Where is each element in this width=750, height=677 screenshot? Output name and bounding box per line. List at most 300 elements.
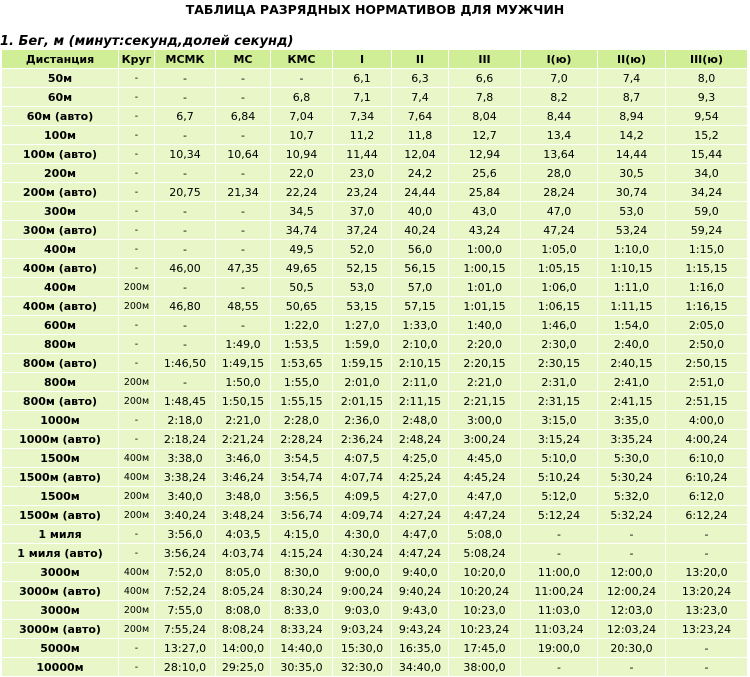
cell-kms: 49,65 bbox=[271, 259, 333, 278]
cell-junior-1: 13,4 bbox=[521, 126, 598, 145]
cell-junior-2: - bbox=[598, 525, 666, 544]
cell-lap: 200м bbox=[119, 487, 155, 506]
cell-kms: 10,7 bbox=[271, 126, 333, 145]
cell-lap: - bbox=[119, 354, 155, 373]
cell-junior-3: 2:51,0 bbox=[666, 373, 748, 392]
cell-rank-3: 17:45,0 bbox=[449, 639, 521, 658]
cell-junior-1: - bbox=[521, 544, 598, 563]
cell-junior-3: 4:00,0 bbox=[666, 411, 748, 430]
cell-lap: - bbox=[119, 126, 155, 145]
cell-lap: 200м bbox=[119, 601, 155, 620]
cell-msmk: - bbox=[155, 316, 216, 335]
table-row bbox=[2, 335, 748, 354]
cell-distance: 1000м bbox=[2, 411, 119, 430]
column-header-junior-3: III(ю) bbox=[666, 50, 748, 69]
cell-junior-2: - bbox=[598, 544, 666, 563]
cell-rank-3: 4:47,0 bbox=[449, 487, 521, 506]
cell-junior-2: 53,24 bbox=[598, 221, 666, 240]
cell-rank-2: 40,0 bbox=[392, 202, 449, 221]
column-header-junior-1: I(ю) bbox=[521, 50, 598, 69]
cell-rank-1: 7,1 bbox=[333, 88, 392, 107]
cell-junior-3: - bbox=[666, 544, 748, 563]
cell-msmk: - bbox=[155, 240, 216, 259]
cell-junior-1: 1:06,15 bbox=[521, 297, 598, 316]
cell-kms: 8:30,24 bbox=[271, 582, 333, 601]
cell-rank-1: 4:09,5 bbox=[333, 487, 392, 506]
cell-kms: 50,5 bbox=[271, 278, 333, 297]
cell-junior-2: 3:35,24 bbox=[598, 430, 666, 449]
cell-kms: 2:28,0 bbox=[271, 411, 333, 430]
cell-lap: 200м bbox=[119, 620, 155, 639]
table-row bbox=[2, 316, 748, 335]
cell-rank-3: 2:21,0 bbox=[449, 373, 521, 392]
table-row bbox=[2, 582, 748, 601]
cell-junior-2: 2:40,0 bbox=[598, 335, 666, 354]
cell-rank-2: 7,64 bbox=[392, 107, 449, 126]
cell-ms: 14:00,0 bbox=[216, 639, 271, 658]
cell-junior-1: 28,24 bbox=[521, 183, 598, 202]
cell-junior-3: 1:16,0 bbox=[666, 278, 748, 297]
cell-rank-3: 1:01,15 bbox=[449, 297, 521, 316]
cell-junior-3: - bbox=[666, 639, 748, 658]
cell-ms: 4:03,5 bbox=[216, 525, 271, 544]
cell-lap: - bbox=[119, 202, 155, 221]
cell-kms: 1:55,15 bbox=[271, 392, 333, 411]
cell-junior-3: 6:10,24 bbox=[666, 468, 748, 487]
cell-lap: 200м bbox=[119, 392, 155, 411]
cell-rank-2: 4:27,0 bbox=[392, 487, 449, 506]
cell-junior-2: 3:35,0 bbox=[598, 411, 666, 430]
cell-msmk: 2:18,0 bbox=[155, 411, 216, 430]
cell-rank-1: 11,2 bbox=[333, 126, 392, 145]
cell-junior-2: 1:10,15 bbox=[598, 259, 666, 278]
cell-junior-1: 8,2 bbox=[521, 88, 598, 107]
cell-kms: 8:33,0 bbox=[271, 601, 333, 620]
header-row bbox=[2, 50, 748, 69]
cell-rank-1: 4:07,5 bbox=[333, 449, 392, 468]
cell-rank-1: 4:30,24 bbox=[333, 544, 392, 563]
cell-distance: 60м (авто) bbox=[2, 107, 119, 126]
cell-msmk: 3:56,0 bbox=[155, 525, 216, 544]
cell-rank-3: 8,04 bbox=[449, 107, 521, 126]
cell-junior-1: 5:10,24 bbox=[521, 468, 598, 487]
table-row bbox=[2, 107, 748, 126]
cell-ms: - bbox=[216, 69, 271, 88]
cell-kms: 3:56,5 bbox=[271, 487, 333, 506]
cell-junior-2: 20:30,0 bbox=[598, 639, 666, 658]
cell-kms: 22,0 bbox=[271, 164, 333, 183]
cell-kms: 2:28,24 bbox=[271, 430, 333, 449]
standards-table bbox=[1, 49, 748, 677]
cell-rank-3: 2:20,15 bbox=[449, 354, 521, 373]
cell-rank-1: 2:36,0 bbox=[333, 411, 392, 430]
cell-junior-2: 12:00,0 bbox=[598, 563, 666, 582]
cell-lap: - bbox=[119, 544, 155, 563]
cell-lap: 400м bbox=[119, 563, 155, 582]
cell-rank-1: 9:03,0 bbox=[333, 601, 392, 620]
cell-rank-1: 6,1 bbox=[333, 69, 392, 88]
cell-msmk: - bbox=[155, 278, 216, 297]
cell-lap: - bbox=[119, 639, 155, 658]
cell-msmk: 13:27,0 bbox=[155, 639, 216, 658]
cell-lap: 400м bbox=[119, 582, 155, 601]
cell-lap: 400м bbox=[119, 449, 155, 468]
cell-junior-2: 5:30,24 bbox=[598, 468, 666, 487]
cell-junior-3: 15,44 bbox=[666, 145, 748, 164]
cell-junior-1: - bbox=[521, 658, 598, 677]
cell-ms: - bbox=[216, 88, 271, 107]
cell-junior-1: 11:03,24 bbox=[521, 620, 598, 639]
cell-rank-3: 10:20,24 bbox=[449, 582, 521, 601]
cell-rank-1: 52,0 bbox=[333, 240, 392, 259]
cell-ms: 48,55 bbox=[216, 297, 271, 316]
cell-kms: 4:15,0 bbox=[271, 525, 333, 544]
cell-distance: 5000м bbox=[2, 639, 119, 658]
cell-rank-2: 9:43,0 bbox=[392, 601, 449, 620]
cell-rank-1: 2:01,15 bbox=[333, 392, 392, 411]
cell-kms: 34,74 bbox=[271, 221, 333, 240]
cell-junior-2: 1:11,15 bbox=[598, 297, 666, 316]
cell-distance: 300м bbox=[2, 202, 119, 221]
table-body bbox=[2, 69, 748, 677]
cell-rank-1: 9:00,0 bbox=[333, 563, 392, 582]
cell-rank-2: 1:33,0 bbox=[392, 316, 449, 335]
cell-msmk: 7:55,24 bbox=[155, 620, 216, 639]
cell-kms: 30:35,0 bbox=[271, 658, 333, 677]
table-row bbox=[2, 183, 748, 202]
cell-msmk: 20,75 bbox=[155, 183, 216, 202]
cell-kms: 1:53,5 bbox=[271, 335, 333, 354]
cell-junior-3: 1:15,15 bbox=[666, 259, 748, 278]
cell-distance: 1000м (авто) bbox=[2, 430, 119, 449]
cell-msmk: 3:56,24 bbox=[155, 544, 216, 563]
cell-junior-1: 2:31,0 bbox=[521, 373, 598, 392]
cell-rank-1: 7,34 bbox=[333, 107, 392, 126]
cell-junior-3: 2:50,15 bbox=[666, 354, 748, 373]
cell-lap: 200м bbox=[119, 373, 155, 392]
cell-lap: - bbox=[119, 430, 155, 449]
cell-msmk: 3:40,24 bbox=[155, 506, 216, 525]
cell-ms: 47,35 bbox=[216, 259, 271, 278]
table-row bbox=[2, 69, 748, 88]
cell-junior-2: 12:03,24 bbox=[598, 620, 666, 639]
cell-rank-2: 2:10,0 bbox=[392, 335, 449, 354]
cell-junior-1: 7,0 bbox=[521, 69, 598, 88]
cell-junior-2: 7,4 bbox=[598, 69, 666, 88]
table-row bbox=[2, 411, 748, 430]
cell-ms: - bbox=[216, 278, 271, 297]
cell-rank-3: 2:21,15 bbox=[449, 392, 521, 411]
cell-kms: 10,94 bbox=[271, 145, 333, 164]
cell-kms: 4:15,24 bbox=[271, 544, 333, 563]
table-row bbox=[2, 373, 748, 392]
cell-ms: 8:05,24 bbox=[216, 582, 271, 601]
table-row bbox=[2, 145, 748, 164]
cell-distance: 800м (авто) bbox=[2, 354, 119, 373]
cell-junior-1: 2:30,0 bbox=[521, 335, 598, 354]
column-header-distance: Дистанция bbox=[2, 50, 119, 69]
cell-distance: 300м (авто) bbox=[2, 221, 119, 240]
cell-rank-1: 1:59,0 bbox=[333, 335, 392, 354]
cell-junior-1: 47,24 bbox=[521, 221, 598, 240]
column-header-rank-2: II bbox=[392, 50, 449, 69]
cell-msmk: 7:52,0 bbox=[155, 563, 216, 582]
cell-distance: 3000м bbox=[2, 601, 119, 620]
cell-rank-2: 4:47,0 bbox=[392, 525, 449, 544]
cell-kms: 1:53,65 bbox=[271, 354, 333, 373]
column-header-rank-3: III bbox=[449, 50, 521, 69]
table-row bbox=[2, 601, 748, 620]
cell-junior-3: 9,54 bbox=[666, 107, 748, 126]
cell-rank-2: 12,04 bbox=[392, 145, 449, 164]
cell-lap: - bbox=[119, 145, 155, 164]
cell-msmk: - bbox=[155, 335, 216, 354]
table-row bbox=[2, 563, 748, 582]
cell-lap: 200м bbox=[119, 506, 155, 525]
cell-rank-3: 4:47,24 bbox=[449, 506, 521, 525]
cell-rank-3: 5:08,0 bbox=[449, 525, 521, 544]
cell-junior-2: 5:30,0 bbox=[598, 449, 666, 468]
cell-lap: - bbox=[119, 335, 155, 354]
cell-ms: - bbox=[216, 240, 271, 259]
cell-junior-1: 2:30,15 bbox=[521, 354, 598, 373]
cell-kms: 34,5 bbox=[271, 202, 333, 221]
cell-junior-2: - bbox=[598, 658, 666, 677]
cell-distance: 100м (авто) bbox=[2, 145, 119, 164]
cell-rank-2: 24,2 bbox=[392, 164, 449, 183]
cell-junior-2: 5:32,0 bbox=[598, 487, 666, 506]
cell-ms: 1:50,0 bbox=[216, 373, 271, 392]
cell-junior-1: - bbox=[521, 525, 598, 544]
column-header-msmk: МСМК bbox=[155, 50, 216, 69]
cell-rank-1: 4:07,74 bbox=[333, 468, 392, 487]
cell-lap: 200м bbox=[119, 297, 155, 316]
cell-rank-1: 11,44 bbox=[333, 145, 392, 164]
cell-kms: - bbox=[271, 69, 333, 88]
cell-junior-3: 13:23,24 bbox=[666, 620, 748, 639]
cell-ms: 1:50,15 bbox=[216, 392, 271, 411]
cell-junior-2: 53,0 bbox=[598, 202, 666, 221]
cell-distance: 100м bbox=[2, 126, 119, 145]
table-row bbox=[2, 544, 748, 563]
cell-rank-1: 37,24 bbox=[333, 221, 392, 240]
cell-lap: - bbox=[119, 164, 155, 183]
cell-junior-2: 2:41,15 bbox=[598, 392, 666, 411]
cell-distance: 800м bbox=[2, 373, 119, 392]
cell-msmk: - bbox=[155, 69, 216, 88]
cell-ms: 1:49,15 bbox=[216, 354, 271, 373]
cell-rank-1: 9:03,24 bbox=[333, 620, 392, 639]
cell-distance: 3000м (авто) bbox=[2, 582, 119, 601]
column-header-kms: КМС bbox=[271, 50, 333, 69]
cell-kms: 14:40,0 bbox=[271, 639, 333, 658]
cell-ms: 29:25,0 bbox=[216, 658, 271, 677]
cell-rank-1: 53,15 bbox=[333, 297, 392, 316]
table-row bbox=[2, 297, 748, 316]
cell-junior-2: 2:40,15 bbox=[598, 354, 666, 373]
cell-rank-3: 4:45,24 bbox=[449, 468, 521, 487]
cell-msmk: 7:55,0 bbox=[155, 601, 216, 620]
cell-msmk: - bbox=[155, 126, 216, 145]
cell-junior-1: 47,0 bbox=[521, 202, 598, 221]
cell-junior-2: 2:41,0 bbox=[598, 373, 666, 392]
cell-ms: 2:21,0 bbox=[216, 411, 271, 430]
cell-lap: - bbox=[119, 411, 155, 430]
cell-rank-1: 9:00,24 bbox=[333, 582, 392, 601]
cell-rank-3: 10:20,0 bbox=[449, 563, 521, 582]
cell-rank-3: 1:00,0 bbox=[449, 240, 521, 259]
cell-junior-2: 1:10,0 bbox=[598, 240, 666, 259]
cell-rank-3: 1:40,0 bbox=[449, 316, 521, 335]
cell-msmk: - bbox=[155, 373, 216, 392]
cell-lap: 200м bbox=[119, 278, 155, 297]
cell-rank-3: 3:00,24 bbox=[449, 430, 521, 449]
cell-junior-1: 5:12,0 bbox=[521, 487, 598, 506]
cell-junior-3: - bbox=[666, 525, 748, 544]
cell-distance: 400м (авто) bbox=[2, 259, 119, 278]
cell-rank-1: 37,0 bbox=[333, 202, 392, 221]
cell-rank-3: 2:20,0 bbox=[449, 335, 521, 354]
cell-msmk: - bbox=[155, 88, 216, 107]
table-row bbox=[2, 278, 748, 297]
cell-rank-2: 56,0 bbox=[392, 240, 449, 259]
cell-junior-3: 4:00,24 bbox=[666, 430, 748, 449]
table-row bbox=[2, 658, 748, 677]
cell-lap: - bbox=[119, 259, 155, 278]
cell-rank-2: 4:25,0 bbox=[392, 449, 449, 468]
cell-junior-3: 6:10,0 bbox=[666, 449, 748, 468]
cell-junior-3: 2:50,0 bbox=[666, 335, 748, 354]
cell-junior-1: 8,44 bbox=[521, 107, 598, 126]
column-header-rank-1: I bbox=[333, 50, 392, 69]
cell-distance: 50м bbox=[2, 69, 119, 88]
cell-rank-3: 12,94 bbox=[449, 145, 521, 164]
cell-rank-2: 2:10,15 bbox=[392, 354, 449, 373]
cell-distance: 400м bbox=[2, 278, 119, 297]
cell-junior-1: 11:03,0 bbox=[521, 601, 598, 620]
cell-junior-3: 1:16,15 bbox=[666, 297, 748, 316]
cell-junior-3: 15,2 bbox=[666, 126, 748, 145]
cell-kms: 3:54,74 bbox=[271, 468, 333, 487]
cell-ms: 2:21,24 bbox=[216, 430, 271, 449]
cell-junior-1: 1:05,0 bbox=[521, 240, 598, 259]
cell-ms: 21,34 bbox=[216, 183, 271, 202]
table-row bbox=[2, 525, 748, 544]
cell-ms: 8:05,0 bbox=[216, 563, 271, 582]
cell-msmk: - bbox=[155, 221, 216, 240]
cell-rank-2: 57,15 bbox=[392, 297, 449, 316]
cell-distance: 600м bbox=[2, 316, 119, 335]
column-header-ms: МС bbox=[216, 50, 271, 69]
cell-rank-2: 24,44 bbox=[392, 183, 449, 202]
cell-kms: 6,8 bbox=[271, 88, 333, 107]
cell-distance: 200м (авто) bbox=[2, 183, 119, 202]
cell-rank-3: 43,24 bbox=[449, 221, 521, 240]
cell-distance: 1500м (авто) bbox=[2, 506, 119, 525]
cell-rank-2: 2:48,0 bbox=[392, 411, 449, 430]
table-row bbox=[2, 221, 748, 240]
cell-ms: 3:46,0 bbox=[216, 449, 271, 468]
cell-junior-1: 5:12,24 bbox=[521, 506, 598, 525]
cell-distance: 1 миля (авто) bbox=[2, 544, 119, 563]
table-row bbox=[2, 354, 748, 373]
cell-junior-3: - bbox=[666, 658, 748, 677]
cell-junior-1: 1:06,0 bbox=[521, 278, 598, 297]
cell-junior-2: 14,2 bbox=[598, 126, 666, 145]
cell-junior-3: 59,0 bbox=[666, 202, 748, 221]
cell-junior-2: 14,44 bbox=[598, 145, 666, 164]
cell-junior-2: 8,94 bbox=[598, 107, 666, 126]
cell-rank-3: 43,0 bbox=[449, 202, 521, 221]
cell-rank-1: 23,24 bbox=[333, 183, 392, 202]
cell-ms: 8:08,0 bbox=[216, 601, 271, 620]
cell-junior-3: 34,24 bbox=[666, 183, 748, 202]
cell-junior-2: 1:54,0 bbox=[598, 316, 666, 335]
table-row bbox=[2, 639, 748, 658]
cell-msmk: 6,7 bbox=[155, 107, 216, 126]
cell-distance: 1 миля bbox=[2, 525, 119, 544]
cell-ms: 3:48,24 bbox=[216, 506, 271, 525]
cell-lap: - bbox=[119, 88, 155, 107]
cell-rank-2: 4:47,24 bbox=[392, 544, 449, 563]
cell-rank-3: 1:01,0 bbox=[449, 278, 521, 297]
cell-junior-2: 5:32,24 bbox=[598, 506, 666, 525]
cell-kms: 1:22,0 bbox=[271, 316, 333, 335]
cell-distance: 60м bbox=[2, 88, 119, 107]
cell-junior-3: 13:20,24 bbox=[666, 582, 748, 601]
cell-ms: 6,84 bbox=[216, 107, 271, 126]
cell-rank-2: 9:40,24 bbox=[392, 582, 449, 601]
cell-distance: 1500м bbox=[2, 449, 119, 468]
cell-msmk: 3:40,0 bbox=[155, 487, 216, 506]
cell-rank-3: 10:23,0 bbox=[449, 601, 521, 620]
cell-distance: 1500м bbox=[2, 487, 119, 506]
cell-kms: 50,65 bbox=[271, 297, 333, 316]
cell-junior-3: 6:12,0 bbox=[666, 487, 748, 506]
cell-junior-1: 13,64 bbox=[521, 145, 598, 164]
cell-junior-2: 8,7 bbox=[598, 88, 666, 107]
cell-junior-1: 11:00,24 bbox=[521, 582, 598, 601]
cell-rank-1: 53,0 bbox=[333, 278, 392, 297]
cell-rank-3: 4:45,0 bbox=[449, 449, 521, 468]
cell-kms: 1:55,0 bbox=[271, 373, 333, 392]
table-row bbox=[2, 620, 748, 639]
cell-lap: - bbox=[119, 69, 155, 88]
cell-junior-2: 30,5 bbox=[598, 164, 666, 183]
cell-junior-2: 12:00,24 bbox=[598, 582, 666, 601]
cell-msmk: 7:52,24 bbox=[155, 582, 216, 601]
cell-kms: 8:33,24 bbox=[271, 620, 333, 639]
table-row bbox=[2, 240, 748, 259]
cell-rank-2: 2:11,15 bbox=[392, 392, 449, 411]
cell-msmk: - bbox=[155, 202, 216, 221]
cell-rank-3: 3:00,0 bbox=[449, 411, 521, 430]
cell-rank-2: 4:25,24 bbox=[392, 468, 449, 487]
column-header-lap: Круг bbox=[119, 50, 155, 69]
table-row bbox=[2, 259, 748, 278]
cell-rank-2: 4:27,24 bbox=[392, 506, 449, 525]
cell-rank-2: 56,15 bbox=[392, 259, 449, 278]
cell-junior-1: 2:31,15 bbox=[521, 392, 598, 411]
cell-junior-3: 34,0 bbox=[666, 164, 748, 183]
cell-rank-1: 23,0 bbox=[333, 164, 392, 183]
cell-msmk: 1:48,45 bbox=[155, 392, 216, 411]
cell-ms: 4:03,74 bbox=[216, 544, 271, 563]
cell-rank-2: 40,24 bbox=[392, 221, 449, 240]
cell-rank-3: 7,8 bbox=[449, 88, 521, 107]
cell-rank-1: 32:30,0 bbox=[333, 658, 392, 677]
cell-msmk: - bbox=[155, 164, 216, 183]
